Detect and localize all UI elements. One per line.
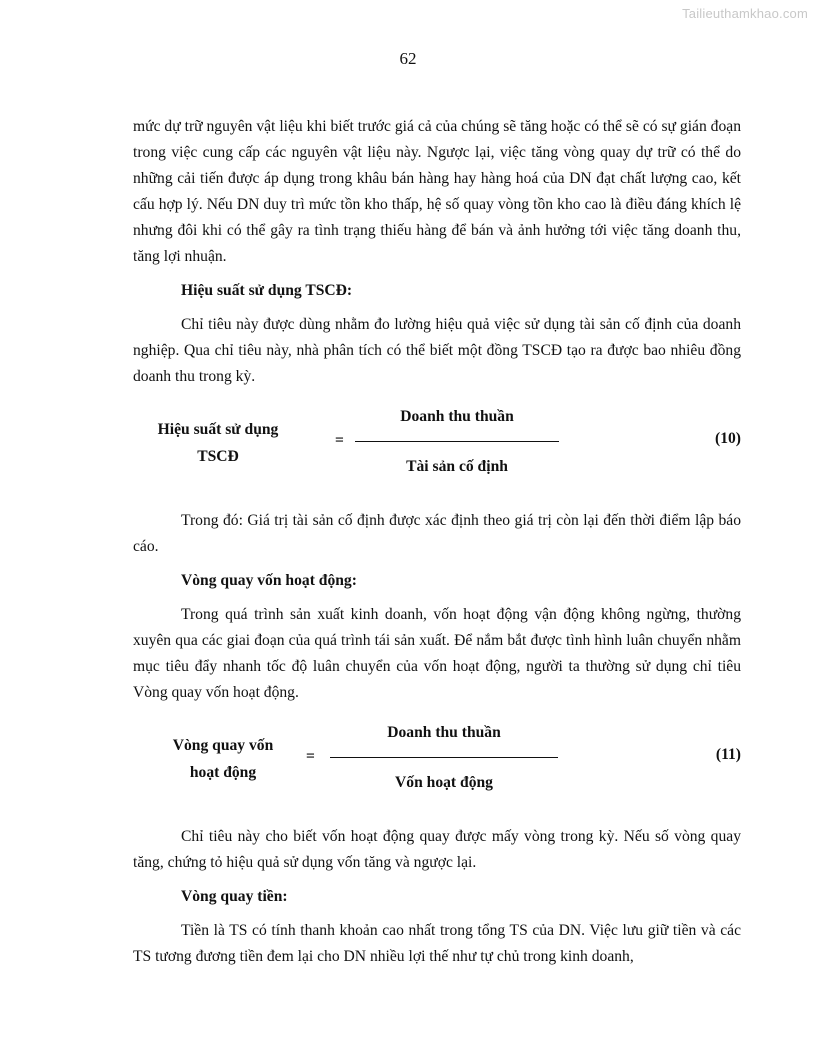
- formula-10-label-line1: Hiệu suất sử dụng: [157, 421, 279, 438]
- formula-10: [133, 408, 741, 506]
- formula-10-numerator: Doanh thu thuần: [400, 408, 514, 425]
- formula-11: [133, 724, 741, 824]
- formula-11-label-line1: Vòng quay vốn: [172, 737, 274, 754]
- formula-10-label-line2: TSCĐ: [197, 448, 239, 465]
- heading-working-capital-turnover: Vòng quay vốn hoạt động:: [181, 572, 357, 589]
- paragraph-cash-description: Tiền là TS có tính thanh khoản cao nhất trong tổng TS của DN. Việc lưu giữ tiền và các TS tương đương tiền đem lại cho DN nhiều lợi thế như tự chủ trong kinh doanh,: [133, 922, 741, 965]
- paragraph-inventory-continuation: mức dự trữ nguyên vật liệu khi biết trước giá cả của chúng sẽ tăng hoặc có thể sẽ có sự gián đoạn trong việc cung cấp các nguyên vật liệu này. Ngược lại, việc tăng vòng quay dự trữ có thể do những cải tiến được áp dụng trong khâu bán hàng hay hàng hoá của DN đạt chất lượng cao, kết cấu hợp lý. Nếu DN duy trì mức tồn kho thấp, hệ số quay vòng tồn kho cao là điều đáng khích lệ nhưng đôi khi có thể gây ra tình trạng thiếu hàng để bán và ảnh hưởng tới việc tăng doanh thu, tăng lợi nhuận.: [133, 118, 741, 265]
- paragraph-working-capital-note: Chỉ tiêu này cho biết vốn hoạt động quay được mấy vòng trong kỳ. Nếu số vòng quay tăng, chứng tỏ hiệu quả sử dụng vốn tăng và ngược lại.: [133, 828, 741, 871]
- formula-10-equals: =: [335, 432, 344, 449]
- formula-11-equals: =: [306, 748, 315, 765]
- formula-11-label-line2: hoạt động: [189, 764, 257, 781]
- formula-11-fraction-bar: [330, 757, 558, 758]
- formula-10-label: [143, 416, 293, 470]
- heading-fixed-asset-efficiency: Hiệu suất sử dụng TSCĐ:: [181, 282, 353, 299]
- paragraph-fixed-asset-note: Trong đó: Giá trị tài sản cố định được xác định theo giá trị còn lại đến thời điểm lập báo cáo.: [133, 512, 741, 555]
- formula-11-index: (11): [715, 746, 741, 763]
- formula-11-denominator: Vốn hoạt động: [395, 774, 493, 791]
- paragraph-working-capital-description: Trong quá trình sản xuất kinh doanh, vốn hoạt động vận động không ngừng, thường xuyên qua các giai đoạn của quá trình tái sản xuất. Để nắm bắt được tình hình luân chuyển nhằm mục tiêu đẩy nhanh tốc độ luân chuyển của vốn hoạt động, người ta thường sử dụng chỉ tiêu Vòng quay vốn hoạt động.: [133, 606, 741, 701]
- page-number: 62: [399, 49, 417, 68]
- formula-11-label: [153, 732, 293, 786]
- formula-10-index: (10): [715, 430, 741, 447]
- paragraph-fixed-asset-description: Chỉ tiêu này được dùng nhằm đo lường hiệu quả việc sử dụng tài sản cố định của doanh nghiệp. Qua chỉ tiêu này, nhà phân tích có thể biết một đồng TSCĐ tạo ra được bao nhiêu đồng doanh thu trong kỳ.: [133, 316, 741, 385]
- watermark: Tailieuthamkhao.com: [682, 6, 808, 21]
- document-body: [133, 114, 741, 970]
- formula-10-denominator: Tài sản cố định: [406, 458, 508, 475]
- formula-11-numerator: Doanh thu thuần: [387, 724, 501, 741]
- formula-10-fraction-bar: [355, 441, 559, 442]
- heading-cash-turnover: Vòng quay tiền:: [181, 888, 288, 905]
